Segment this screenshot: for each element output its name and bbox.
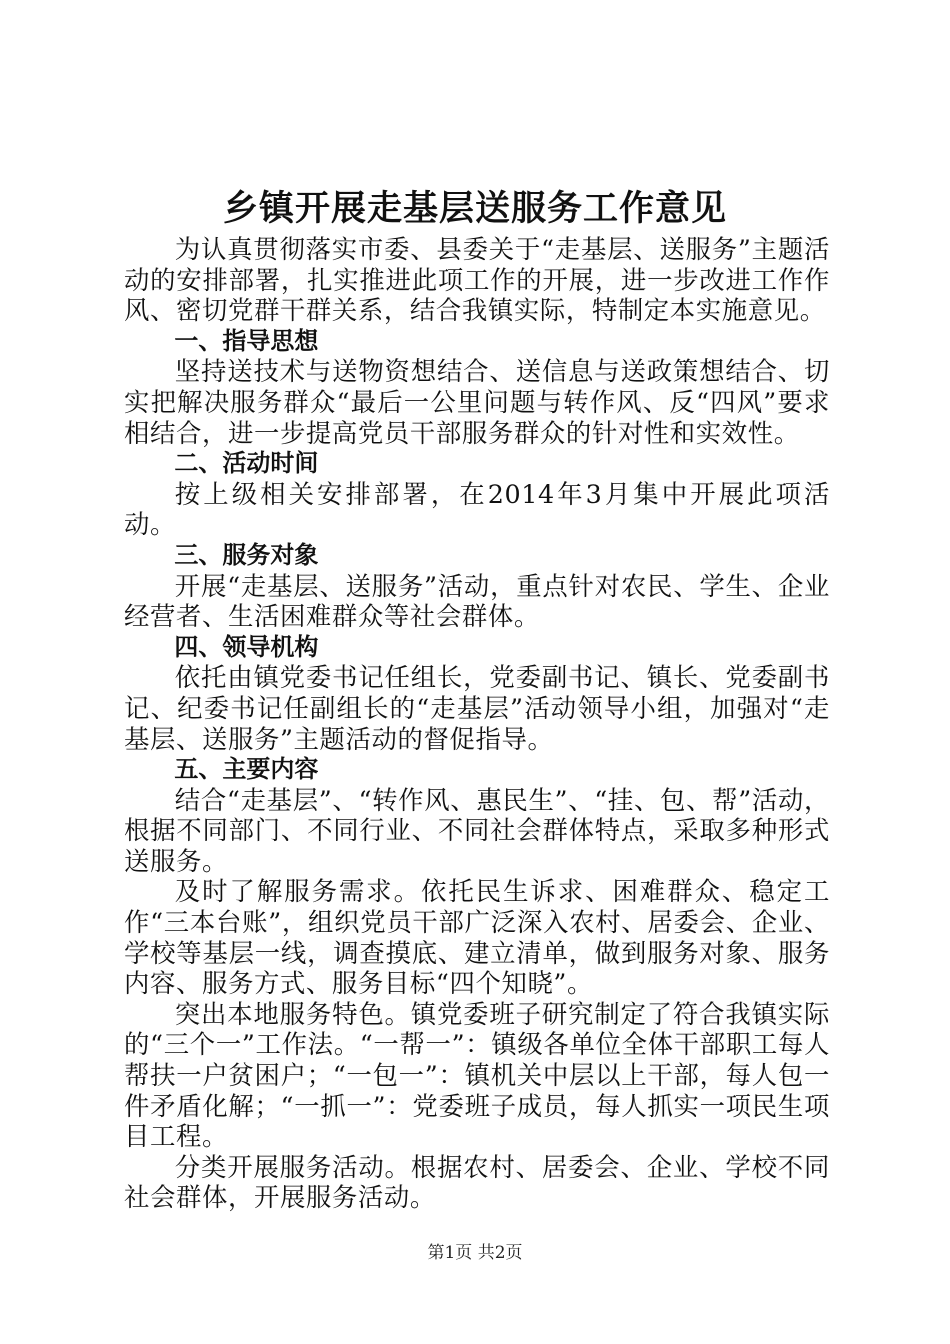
section-heading: 二、活动时间 bbox=[174, 449, 319, 478]
section-heading: 三、服务对象 bbox=[174, 540, 319, 569]
section-paragraph: 依托由镇党委书记任组长，党委副书记、镇长、党委副书记、纪委书记任副组长的“走基层”活动领导小组，加强对“走基层、送服务”主题活动的督促指导。 bbox=[124, 662, 830, 754]
section-heading: 五、主要内容 bbox=[174, 755, 319, 784]
section-heading: 一、指导思想 bbox=[174, 326, 319, 355]
section-paragraph: 突出本地服务特色。镇党委班子研究制定了符合我镇实际的“三个一”工作法。“一帮一”：镇级各单位全体干部职工每人帮扶一户贫困户；“一包一”：镇机关中层以上干部，每人包一件矛盾化解；“一抓一”：党委班子成员，每人抓实一项民生项目工程。 bbox=[124, 998, 830, 1152]
section-guiding-ideology bbox=[124, 326, 830, 448]
section-activity-time bbox=[124, 448, 830, 540]
section-paragraph: 及时了解服务需求。依托民生诉求、困难群众、稳定工作“三本台账”，组织党员干部广泛深入农村、居委会、企业、学校等基层一线，调查摸底、建立清单，做到服务对象、服务内容、服务方式、服务目标“四个知晓”。 bbox=[124, 876, 830, 999]
section-paragraph: 坚持送技术与送物资想结合、送信息与送政策想结合、切实把解决服务群众“最后一公里问题与转作风、反“四风”要求相结合，进一步提高党员干部服务群众的针对性和实效性。 bbox=[124, 356, 830, 448]
section-service-targets bbox=[124, 540, 830, 632]
section-paragraph: 分类开展服务活动。根据农村、居委会、企业、学校不同社会群体，开展服务活动。 bbox=[124, 1151, 830, 1213]
section-paragraph: 结合“走基层”、“转作风、惠民生”、“挂、包、帮”活动，根据不同部门、不同行业、不同社会群体特点，采取多种形式送服务。 bbox=[124, 784, 830, 876]
section-paragraph: 开展“走基层、送服务”活动，重点针对农民、学生、企业经营者、生活困难群众等社会群体。 bbox=[124, 570, 830, 632]
document-title: 乡镇开展走基层送服务工作意见 bbox=[222, 189, 727, 229]
intro-paragraph: 为认真贯彻落实市委、县委关于“走基层、送服务”主题活动的安排部署，扎实推进此项工作的开展，进一步改进工作作风、密切党群干群关系，结合我镇实际，特制定本实施意见。 bbox=[124, 234, 830, 326]
document-body bbox=[124, 234, 830, 1213]
section-paragraph: 按上级相关安排部署，在2014年3月集中开展此项活动。 bbox=[124, 478, 830, 540]
section-main-content bbox=[124, 754, 830, 1213]
page-number-footer: 第1页 共2页 bbox=[427, 1243, 523, 1263]
section-heading: 四、领导机构 bbox=[174, 632, 319, 661]
section-leadership bbox=[124, 632, 830, 754]
